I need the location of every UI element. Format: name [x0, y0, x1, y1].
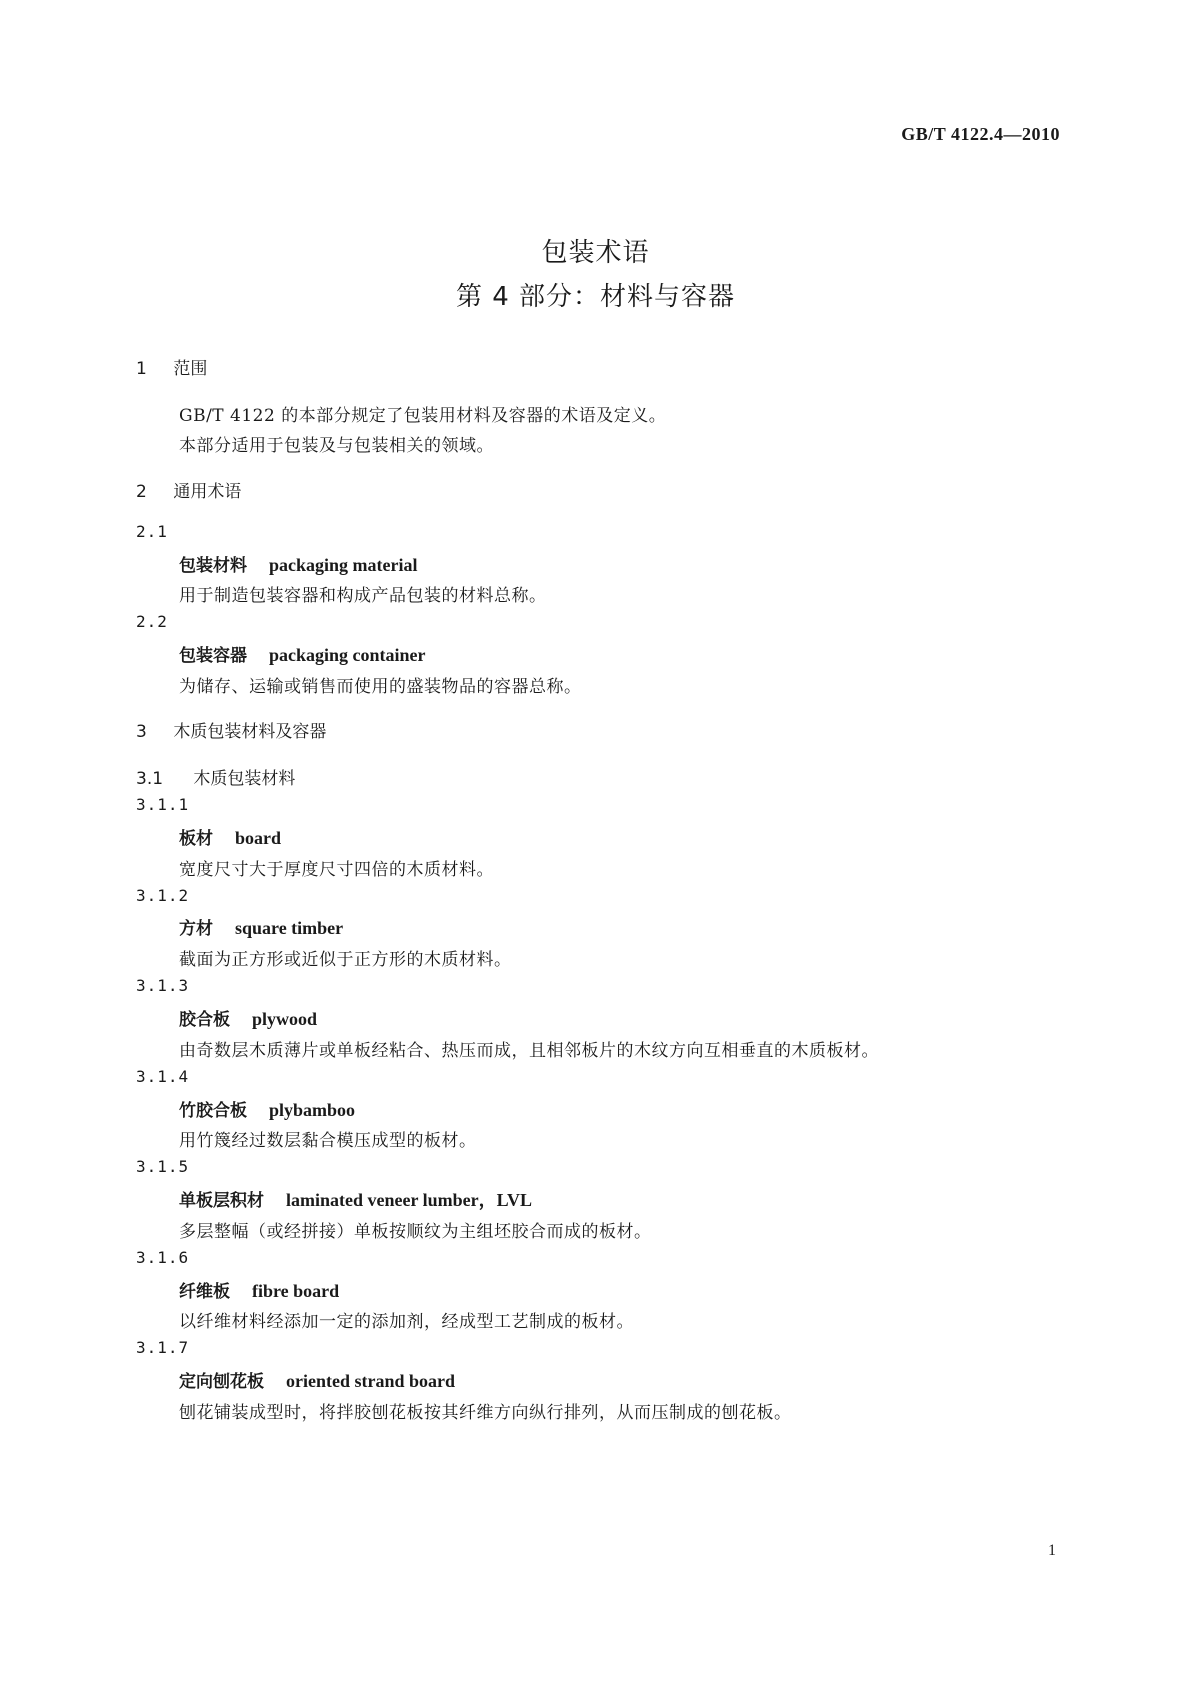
term-definition: 用于制造包装容器和构成产品包装的材料总称。	[179, 586, 547, 606]
standard-code: GB/T 4122.4—2010	[901, 124, 1060, 144]
term-heading	[179, 1277, 339, 1302]
document-title: 包装术语	[541, 238, 650, 268]
term-definition: 由奇数层木质薄片或单板经粘合、热压而成，且相邻板片的木纹方向互相垂直的木质板材。	[179, 1041, 879, 1061]
term-en: plywood	[252, 1009, 318, 1029]
section-title: 范围	[173, 359, 208, 379]
term-zh: 板材	[179, 829, 213, 849]
paragraph: 本部分适用于包装及与包装相关的领域。	[179, 436, 494, 456]
term-en: packaging material	[269, 555, 418, 575]
term-definition: 刨花铺装成型时，将拌胶刨花板按其纤维方向纵行排列，从而压制成的刨花板。	[179, 1403, 792, 1423]
term-zh: 竹胶合板	[179, 1101, 247, 1121]
term-heading	[179, 1186, 532, 1212]
term-en: fibre board	[252, 1281, 340, 1301]
term-number: 3.1.1	[136, 795, 190, 814]
term-number: 3.1.2	[136, 886, 190, 905]
term-number: 2.1	[136, 522, 168, 541]
term-number: 3.1.7	[136, 1338, 190, 1357]
term-definition: 为储存、运输或销售而使用的盛装物品的容器总称。	[179, 677, 582, 697]
section-title: 通用术语	[173, 482, 242, 502]
term-number: 3.1.4	[136, 1067, 190, 1086]
term-heading	[179, 1005, 317, 1030]
term-definition: 以纤维材料经添加一定的添加剂，经成型工艺制成的板材。	[179, 1312, 634, 1332]
term-en: board	[235, 828, 282, 848]
term-heading	[179, 914, 343, 939]
term-zh: 纤维板	[179, 1282, 230, 1302]
term-en: oriented strand board	[286, 1371, 456, 1391]
term-zh: 定向刨花板	[179, 1372, 264, 1392]
section-heading-1	[136, 354, 207, 379]
section-heading-2	[136, 477, 241, 502]
section-number: 3.1	[136, 769, 164, 789]
term-zh: 包装材料	[179, 556, 247, 576]
section-number: 1	[136, 359, 147, 379]
term-definition: 宽度尺寸大于厚度尺寸四倍的木质材料。	[179, 860, 494, 880]
paragraph: GB/T 4122 的本部分规定了包装用材料及容器的术语及定义。	[179, 406, 667, 426]
term-definition: 多层整幅（或经拼接）单板按顺纹为主组坯胶合而成的板材。	[179, 1222, 652, 1242]
term-en: plybamboo	[269, 1100, 356, 1120]
document-subtitle: 第 4 部分：材料与容器	[455, 282, 736, 312]
section-number: 2	[136, 482, 147, 502]
term-heading	[179, 641, 426, 666]
term-heading	[179, 1096, 355, 1121]
term-definition: 截面为正方形或近似于正方形的木质材料。	[179, 950, 512, 970]
section-number: 3	[136, 722, 147, 742]
term-zh: 胶合板	[179, 1010, 230, 1030]
section-title: 木质包装材料及容器	[173, 722, 327, 742]
term-en: laminated veneer lumber，LVL	[286, 1190, 532, 1210]
term-heading	[179, 1367, 455, 1392]
subsection-heading-3-1	[136, 764, 295, 789]
term-definition: 用竹篾经过数层黏合模压成型的板材。	[179, 1131, 477, 1151]
term-zh: 方材	[179, 919, 213, 939]
term-zh: 单板层积材	[179, 1191, 264, 1211]
term-heading	[179, 551, 418, 576]
term-en: packaging container	[269, 645, 426, 665]
term-heading	[179, 824, 281, 849]
section-title: 木质包装材料	[193, 769, 296, 789]
page-number: 1	[1048, 1542, 1056, 1559]
section-heading-3	[136, 717, 326, 742]
term-number: 3.1.3	[136, 976, 190, 995]
term-number: 3.1.6	[136, 1248, 190, 1267]
term-en: square timber	[235, 918, 344, 938]
term-number: 2.2	[136, 612, 168, 631]
term-number: 3.1.5	[136, 1157, 190, 1176]
term-zh: 包装容器	[179, 646, 247, 666]
